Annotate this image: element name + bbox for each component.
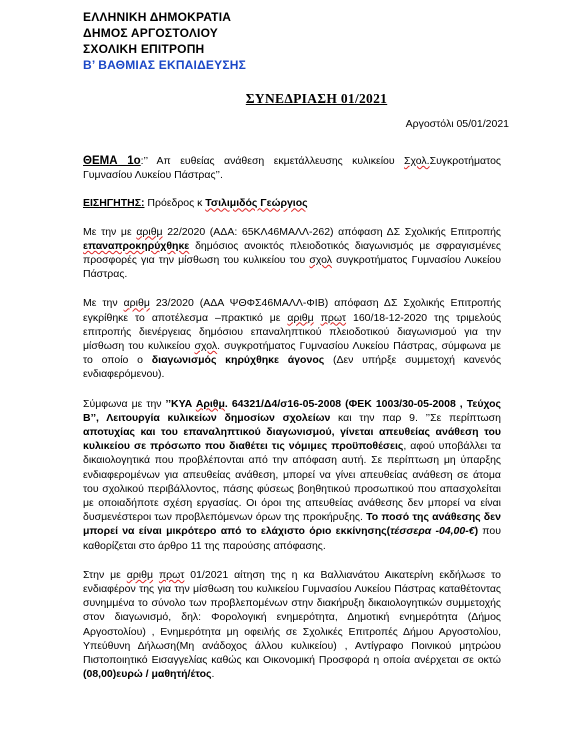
paragraph-1: Με την με αριθμ 22/2020 (ΑΔΑ: 65ΚΛ46ΜΑΛΛ-262) απόφαση ΔΣ Σχολικής Επιτροπής επαναπροκηρύχθηκε δημόσιος ανοικτός πλειοδοτικός διαγωνισμός με σφραγισμένες προσφορές για την μίσθωση του κυλικείου του σχολ συγκροτήματος Γυμνασίου Λυκείου Πάστρας.	[83, 225, 501, 281]
rapporteur-paragraph	[83, 196, 501, 210]
theme-text: Συγκροτήματος Γυμνασίου Λυκείου Πάστρας’’.	[83, 155, 501, 182]
letterhead	[83, 9, 246, 73]
paragraph-4: Στην με αριθμ πρωτ 01/2021 αίτηση της η κα Βαλλιανάτου Αικατερίνη εκδήλωσε το ενδιαφέρον της για την μίσθωση του κυλικείου Γυμνασίου Λυκείου Πάστρας καταθέτοντας συνημμένα το σύνολο των προβλεπομένων στην διακήρυξη δικαιολογητικών συμμετοχής στον διαγωνισμό, δηλ: Φορολογική ενημερότητα, Δημοτική ενημερότητα (Δήμος Αργοστολίου) , Ενημερότητα μη οφειλής σε Σχολικές Επιτροπές Δήμου Αργοστολίου, Υπεύθυνη Δήλωση(Μη ανάδοχος άλλου κυλικείου) , Αντίγραφο Ποινικού μητρώου Πιστοποιητικό Εισαγγελίας καθώς και Οικονομική Προσφορά η οποία ανέρχεται σε οκτώ (08,00)ευρώ / μαθητή/έτος.	[83, 568, 502, 681]
rapporteur-label: ΕΙΣΗΓΗΤΗΣ:	[83, 197, 145, 210]
session-title: ΣΥΝΕΔΡΙΑΣΗ 01/2021	[245, 91, 388, 106]
rapporteur-name: Τσιλιμιδός Γεώργιος	[205, 197, 308, 210]
theme-text: :’’ Απ ευθείας ανάθεση εκμετάλλευσης κυλικείου	[140, 155, 405, 167]
document-date: Αργοστόλι 05/01/2021	[405, 118, 509, 130]
letterhead-committee: ΣΧΟΛΙΚΗ ΕΠΙΤΡΟΠΗ	[83, 42, 205, 56]
letterhead-education-level: Β’ ΒΑΘΜΙΑΣ ΕΚΠΑΙΔΕΥΣΗΣ	[83, 58, 246, 72]
letterhead-country: ΕΛΛΗΝΙΚΗ ΔΗΜΟΚΡΑΤΙΑ	[83, 10, 232, 24]
letterhead-municipality: ΔΗΜΟΣ ΑΡΓΟΣΤΟΛΙΟΥ	[83, 26, 218, 40]
rapporteur-text: Πρόεδρος κ	[144, 197, 206, 210]
paragraph-2: Με την αριθμ 23/2020 (ΑΔΑ ΨΘΦΣ46ΜΑΛΛ-ΦΙΒ) απόφαση ΔΣ Σχολικής Επιτροπής εγκρίθηκε το αποτέλεσμα –πρακτικό με αριθμ πρωτ 160/18-12-2020 της τριμελούς επιτροπής διενέργειας δημόσιου επαναληπτικού πλειοδοτικού διαγωνισμού για την μίσθωση του κυλικείου σχολ. συγκροτήματος Γυμνασίου Λυκείου Πάστρας, σύμφωνα με το οποίο ο διαγωνισμός κηρύχθηκε άγονος (Δεν υπήρξε συμμετοχή κανενός ενδιαφερόμενου).	[83, 297, 502, 381]
theme-paragraph	[83, 154, 501, 182]
theme-label: ΘΕΜΑ 1ο	[83, 155, 141, 167]
document-body	[83, 154, 501, 682]
paragraph-3: Σύμφωνα με την ’’ΚΥΑ Αριθμ. 64321/Δ4/σ16-05-2008 (ΦΕΚ 1003/30-05-2008 , Τεύχος Β’’, Λειτουργία κυλικείων δημοσίων σχολείων και την παρ 9. ’’Σε περίπτωση αποτυχίας και του επαναληπτικού διαγωνισμού, γίνεται απευθείας ανάθεση του κυλικείου σε πρόσωπο που διαθέτει τις νόμιμες προϋποθέσεις, αφού υποβάλλει τα δικαιολογητικά που προβλέπονται από την απόφαση αυτή. Σε περίπτωση μη ύπαρξης ενδιαφερομένων για απευθείας ανάθεση, μπορεί να γίνει απευθείας ανάθεση σε άτομα του σχολικού περιβάλλοντος, πάσης φύσεως βοηθητικού προσωπικού που απασχολείται με οποιαδήποτε σχέση εργασίας. Οι όροι της απευθείας ανάθεσης δεν μπορεί να είναι δυσμενέστεροι των προβλεπόμενων όρων της προκήρυξης. Το ποσό της ανάθεσης δεν μπορεί να είναι μικρότερο από το ελάχιστο όριο εκκίνησης(τέσσερα -04,00-€) που καθορίζεται στο άρθρο 11 της παρούσης απόφασης.	[83, 397, 501, 552]
theme-text: Σχολ.	[404, 155, 430, 167]
